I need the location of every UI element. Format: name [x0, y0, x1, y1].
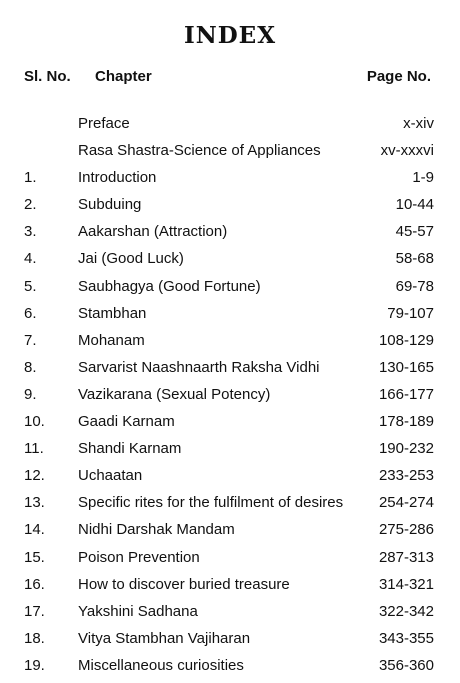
serial-number: 14. [24, 521, 45, 539]
serial-number: 4. [24, 250, 37, 268]
index-row [0, 385, 460, 412]
page-range: 356-360 [378, 656, 434, 674]
chapter-title: Stambhan [78, 304, 147, 322]
chapter-title: Preface [78, 115, 130, 132]
page-range: x-xiv [403, 115, 434, 132]
serial-number: 16. [24, 575, 45, 593]
index-row [0, 466, 460, 493]
page-range: 108-129 [378, 331, 434, 349]
page-range: 254-274 [378, 494, 434, 512]
chapter-title: Yakshini Sadhana [78, 602, 198, 620]
column-header-page-no: Page No. [366, 68, 431, 85]
index-row [0, 331, 460, 358]
chapter-title: Vazikarana (Sexual Potency) [78, 385, 271, 403]
serial-number: 11. [24, 440, 44, 458]
chapter-title: Specific rites for the fulfilment of desires [78, 494, 344, 512]
serial-number: 7. [24, 331, 37, 349]
chapter-title: Poison Prevention [78, 548, 200, 566]
serial-number: 17. [24, 602, 45, 620]
page-title: INDEX [183, 22, 277, 49]
page-range: 314-321 [378, 575, 434, 593]
chapter-title: Vitya Stambhan Vajiharan [78, 629, 251, 647]
chapter-title: Sarvarist Naashnaarth Raksha Vidhi [78, 358, 320, 376]
index-row [0, 249, 460, 276]
serial-number: 5. [24, 277, 37, 295]
serial-number: 13. [24, 494, 45, 512]
index-row [0, 520, 460, 547]
page-range: 1-9 [412, 169, 434, 187]
page-range: 10-44 [395, 196, 434, 214]
page-range: 275-286 [378, 521, 434, 539]
chapter-title: Subduing [78, 196, 142, 214]
chapter-title: Introduction [78, 169, 157, 187]
serial-number: 8. [24, 358, 37, 376]
column-header-chapter: Chapter [95, 68, 152, 85]
chapter-title: Saubhagya (Good Fortune) [78, 277, 261, 295]
chapter-title: Nidhi Darshak Mandam [78, 521, 235, 539]
index-row [0, 114, 460, 141]
page-range: 58-68 [395, 250, 434, 268]
index-row [0, 629, 460, 656]
serial-number: 2. [24, 196, 37, 214]
serial-number: 15. [24, 548, 45, 566]
page-range: xv-xxxvi [380, 142, 434, 160]
chapter-title: Mohanam [78, 331, 145, 349]
chapter-title: How to discover buried treasure [78, 575, 290, 593]
serial-number: 3. [24, 223, 37, 241]
page-range: 233-253 [378, 467, 434, 485]
index-row [0, 493, 460, 520]
chapter-title: Rasa Shastra-Science of Appliances [78, 142, 321, 160]
page-range: 343-355 [378, 629, 434, 647]
serial-number: 6. [24, 304, 37, 322]
page-range: 287-313 [378, 548, 434, 566]
index-list [0, 114, 460, 683]
chapter-title: Uchaatan [78, 467, 143, 485]
chapter-title: Jai (Good Luck) [78, 250, 184, 268]
index-row [0, 222, 460, 249]
serial-number: 18. [24, 629, 45, 647]
page-range: 166-177 [378, 385, 434, 403]
page-range: 178-189 [378, 413, 434, 431]
page-range: 190-232 [378, 440, 434, 458]
page-range: 79-107 [387, 304, 434, 322]
index-row [0, 141, 460, 168]
chapter-title: Shandi Karnam [78, 440, 182, 458]
page-range: 69-78 [395, 277, 434, 295]
index-row [0, 412, 460, 439]
chapter-title: Aakarshan (Attraction) [78, 223, 228, 241]
chapter-title: Gaadi Karnam [78, 413, 175, 431]
serial-number: 1. [24, 169, 37, 187]
index-row [0, 168, 460, 195]
column-header-sl-no: Sl. No. [24, 68, 71, 85]
serial-number: 12. [24, 467, 45, 485]
index-row [0, 656, 460, 683]
chapter-title: Miscellaneous curiosities [78, 656, 244, 674]
index-row [0, 575, 460, 602]
serial-number: 19. [24, 656, 45, 674]
page-range: 130-165 [378, 358, 434, 376]
index-row [0, 304, 460, 331]
serial-number: 9. [24, 385, 37, 403]
index-row [0, 358, 460, 385]
index-row [0, 548, 460, 575]
serial-number: 10. [24, 413, 45, 431]
index-row [0, 195, 460, 222]
page-range: 45-57 [395, 223, 434, 241]
index-row [0, 439, 460, 466]
index-row [0, 602, 460, 629]
index-row [0, 277, 460, 304]
page-range: 322-342 [378, 602, 434, 620]
